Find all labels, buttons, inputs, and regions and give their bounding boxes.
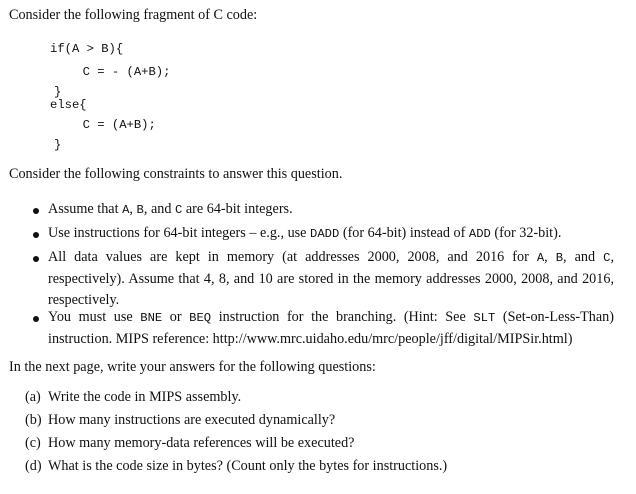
constraint-2: Use instructions for 64-bit integers – e.g., use DADD (for 64-bit) instead of ADD (for 32-bit). xyxy=(48,225,562,241)
code-line-2: C = - (A+B); xyxy=(68,65,171,79)
constraints-intro: Consider the following constraints to answer this question. xyxy=(9,166,343,182)
code-line-1: if(A > B){ xyxy=(50,42,124,56)
constraint-3: All data values are kept in memory (at addresses 2000, 2008, and 2016 for A, B, and C, respectively). Assume that 4, 8, and 10 are stored in the memory addresses 2000, 2008, and 2016, respectively. xyxy=(48,249,614,308)
question-c xyxy=(25,435,354,452)
questions-intro: In the next page, write your answers for the following questions: xyxy=(9,359,376,375)
question-d xyxy=(25,458,447,475)
question-text: What is the code size in bytes? (Count only the bytes for instructions.) xyxy=(48,458,448,474)
bullet-dot xyxy=(33,256,39,262)
code-line-3: } xyxy=(54,85,62,99)
question-a xyxy=(25,389,241,406)
question-text: How many instructions are executed dynamically? xyxy=(48,412,336,428)
constraint-4: You must use BNE or BEQ instruction for the branching. (Hint: See SLT (Set-on-Less-Than) instruction. MIPS reference: http://www.mrc.uidaho.edu/mrc/people/jff/digital/MIPSir.html) xyxy=(48,309,614,347)
bullet-dot xyxy=(33,208,39,214)
intro-text: Consider the following fragment of C code: xyxy=(9,7,258,23)
bullet-dot xyxy=(33,316,39,322)
code-line-6: } xyxy=(54,138,62,152)
question-text: Write the code in MIPS assembly. xyxy=(48,389,242,405)
code-line-5: C = (A+B); xyxy=(68,118,156,132)
question-label: (b) xyxy=(25,412,42,428)
question-label: (a) xyxy=(25,389,41,405)
question-label: (d) xyxy=(25,458,42,474)
constraint-1: Assume that A, B, and C are 64-bit integers. xyxy=(48,201,293,217)
question-label: (c) xyxy=(25,435,41,451)
bullet-dot xyxy=(33,232,39,238)
code-line-4: else{ xyxy=(50,98,87,112)
question-text: How many memory-data references will be executed? xyxy=(48,435,355,451)
question-b xyxy=(25,412,335,429)
